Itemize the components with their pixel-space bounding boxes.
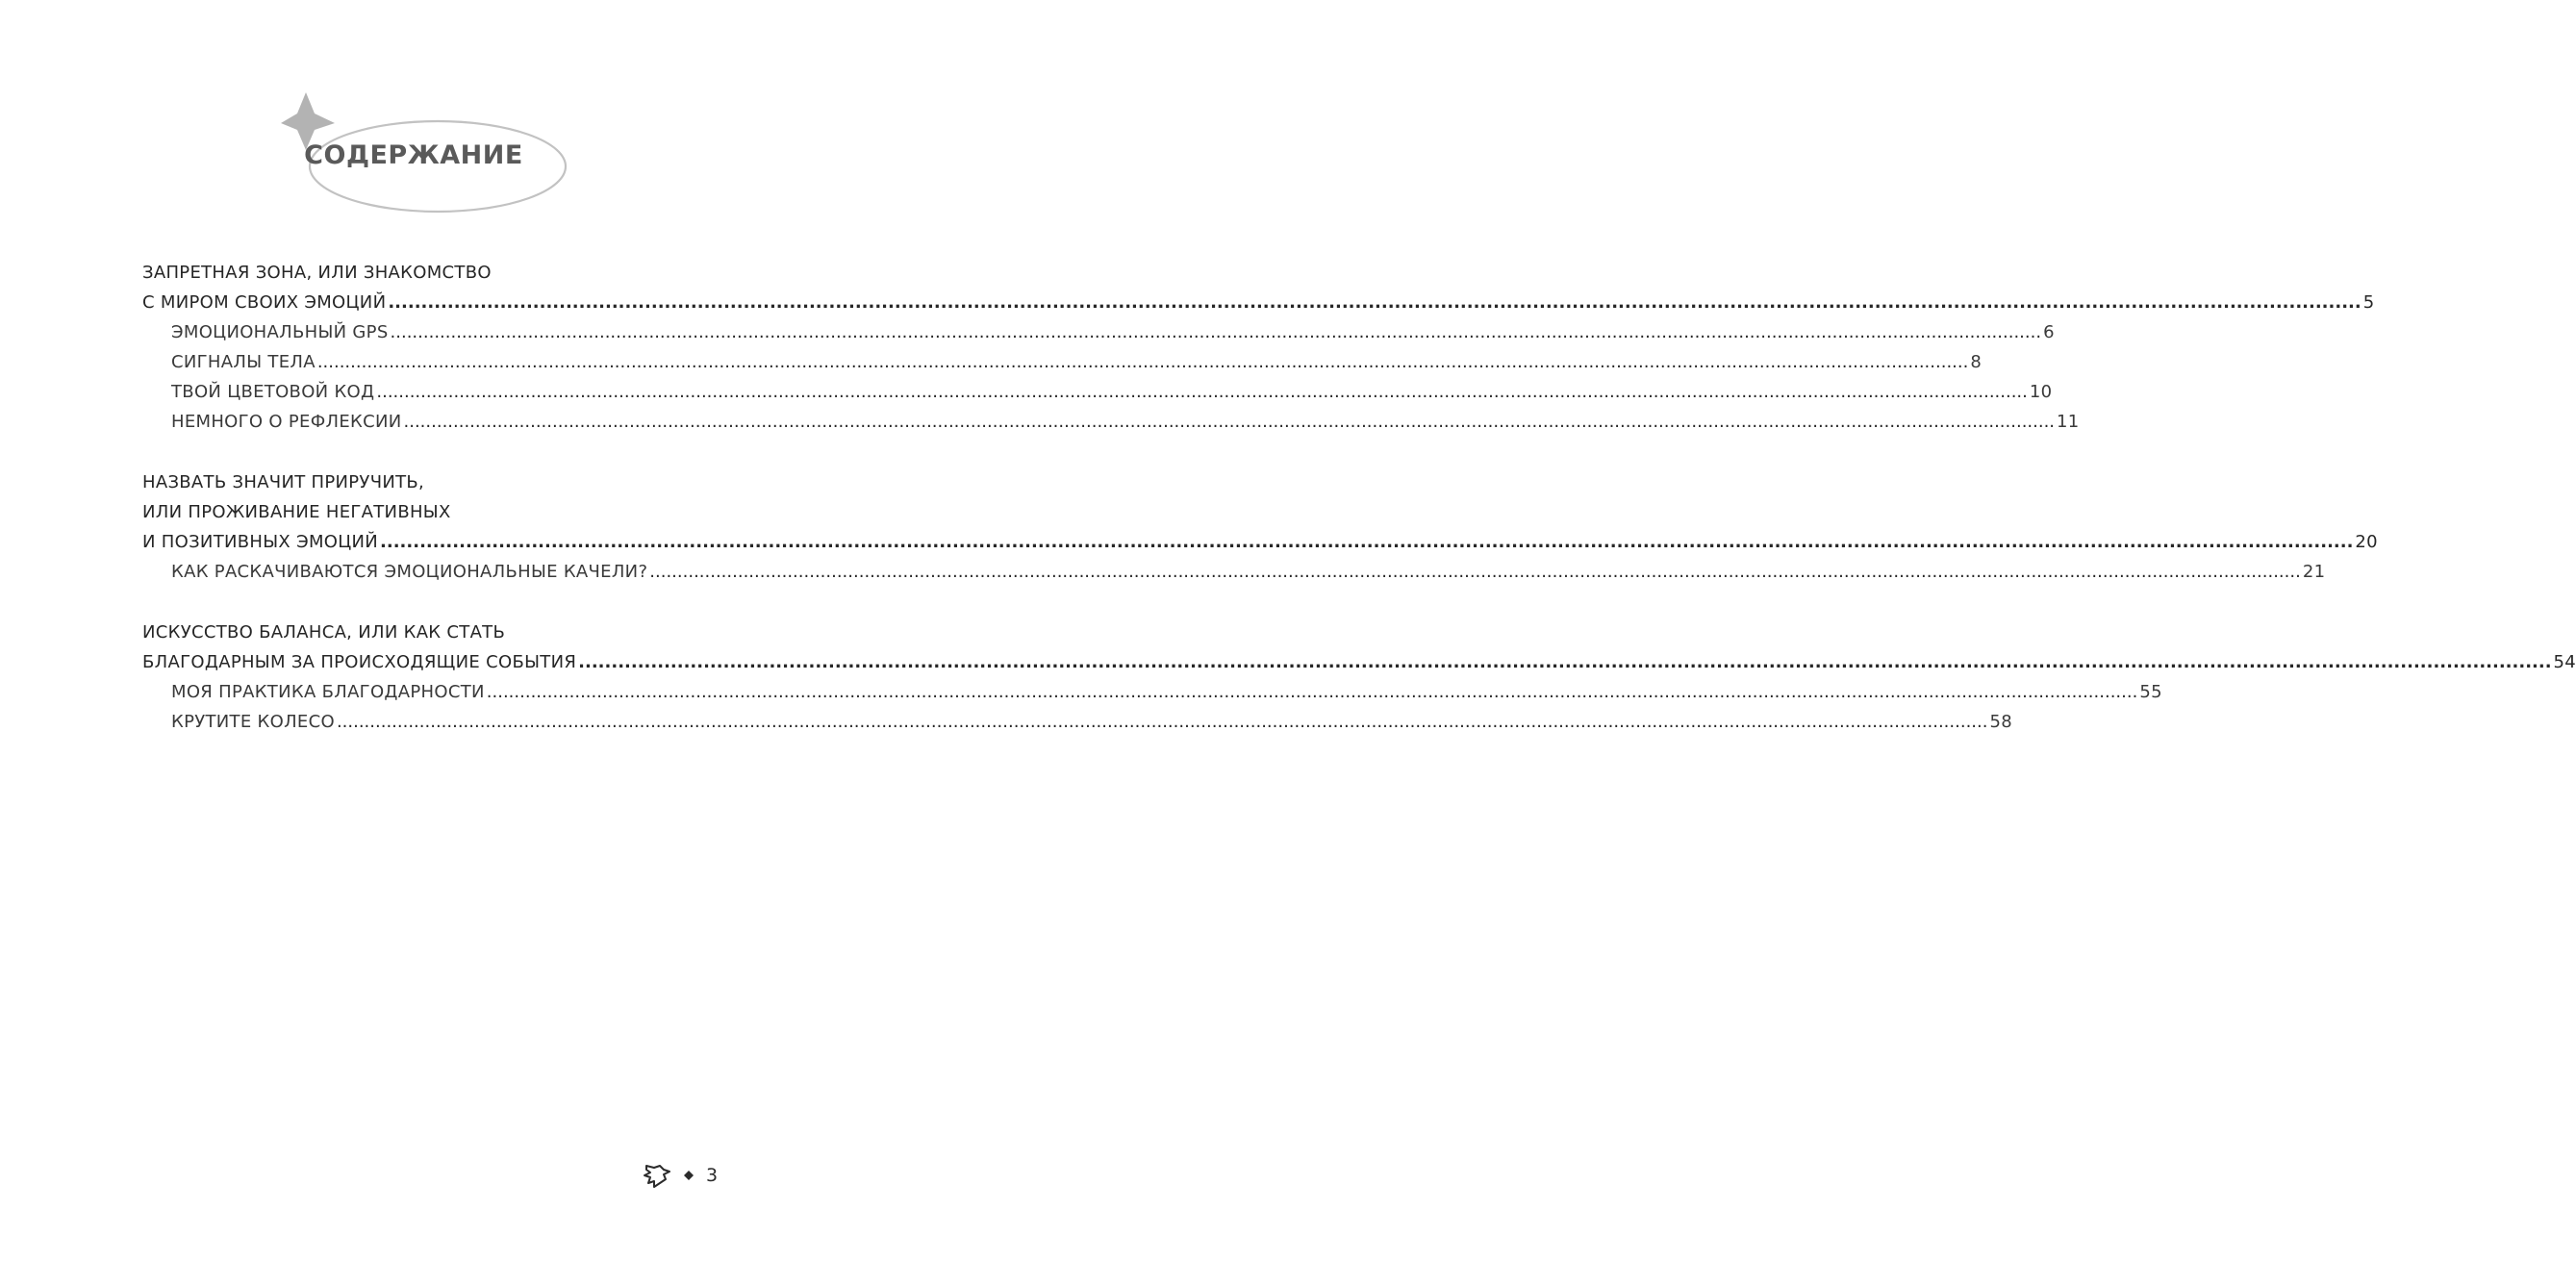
toc-section: [142, 467, 2378, 587]
bird-icon: [643, 1162, 671, 1189]
subsection-title: КРУТИТЕ КОЛЕСО: [171, 712, 335, 732]
page-ref: 8: [1970, 352, 1983, 372]
subsection-line: [142, 317, 2055, 347]
subsection-line: [142, 377, 2053, 407]
chapter-line: [142, 467, 721, 497]
subsection-title: СИГНАЛЫ ТЕЛА: [171, 352, 316, 372]
table-of-contents: [142, 258, 2576, 768]
dot-leader: ............................................................................................................................................................................................................................................................................................................: [388, 292, 2361, 313]
chapter-title: НАЗВАТЬ ЗНАЧИТ ПРИРУЧИТЬ,: [142, 472, 425, 492]
page-ref: 20: [2355, 532, 2378, 552]
subsection-line: [142, 557, 2326, 587]
chapter-title: ЗАПРЕТНАЯ ЗОНА, ИЛИ ЗНАКОМСТВО: [142, 263, 492, 283]
diamond-icon: [683, 1170, 695, 1181]
subsection-title: МОЯ ПРАКТИКА БЛАГОДАРНОСТИ: [171, 682, 485, 702]
chapter-title: ИСКУССТВО БАЛАНСА, ИЛИ КАК СТАТЬ: [142, 622, 506, 643]
page-number: 3: [706, 1165, 719, 1186]
page-ref: 21: [2302, 562, 2326, 582]
subsection-title: ТВОЙ ЦВЕТОВОЙ КОД: [171, 382, 375, 402]
subsection-title: НЕМНОГО О РЕФЛЕКСИИ: [171, 412, 402, 432]
page-footer: [643, 1158, 729, 1193]
page-ref: 55: [2139, 682, 2162, 702]
page-ref: 58: [1989, 712, 2012, 732]
toc-section: [142, 258, 2375, 437]
page-ref: 5: [2362, 292, 2375, 313]
dot-leader: ............................................................................................................................................................................................................................................................................................................: [649, 562, 2301, 582]
dot-leader: ............................................................................................................................................................................................................................................................................................................: [336, 712, 1988, 732]
title-decoration: [0, 0, 841, 231]
dot-leader: ............................................................................................................................................................................................................................................................................................................: [390, 322, 2042, 342]
dot-leader: ............................................................................................................................................................................................................................................................................................................: [578, 652, 2552, 672]
chapter-line: [142, 647, 2576, 677]
page-ref: 6: [2043, 322, 2055, 342]
subsection-line: [142, 407, 2080, 437]
subsection-title: ЭМОЦИОНАЛЬНЫЙ GPS: [171, 322, 389, 342]
chapter-title: ИЛИ ПРОЖИВАНИЕ НЕГАТИВНЫХ: [142, 502, 451, 522]
page-ref: 54: [2553, 652, 2576, 672]
dot-leader: ............................................................................................................................................................................................................................................................................................................: [376, 382, 2028, 402]
subsection-line: [142, 707, 2012, 737]
chapter-line: [142, 527, 2378, 557]
chapter-line: [142, 258, 721, 288]
chapter-title: И ПОЗИТИВНЫХ ЭМОЦИЙ: [142, 532, 379, 552]
toc-section: [142, 618, 2576, 737]
toc-title: СОДЕРЖАНИЕ: [304, 140, 523, 170]
dot-leader: ............................................................................................................................................................................................................................................................................................................: [486, 682, 2138, 702]
chapter-line: [142, 618, 721, 647]
dot-leader: ............................................................................................................................................................................................................................................................................................................: [403, 412, 2056, 432]
subsection-line: [142, 347, 1983, 377]
page-ref: 11: [2057, 412, 2080, 432]
dot-leader: ............................................................................................................................................................................................................................................................................................................: [316, 352, 1969, 372]
chapter-title: С МИРОМ СВОИХ ЭМОЦИЙ: [142, 292, 387, 313]
subsection-line: [142, 677, 2162, 707]
chapter-line: [142, 288, 2375, 317]
dot-leader: ............................................................................................................................................................................................................................................................................................................: [380, 532, 2354, 552]
page-ref: 10: [2029, 382, 2053, 402]
chapter-line: [142, 497, 721, 527]
subsection-title: КАК РАСКАЧИВАЮТСЯ ЭМОЦИОНАЛЬНЫЕ КАЧЕЛИ?: [171, 562, 648, 582]
chapter-title: БЛАГОДАРНЫМ ЗА ПРОИСХОДЯЩИЕ СОБЫТИЯ: [142, 652, 577, 672]
